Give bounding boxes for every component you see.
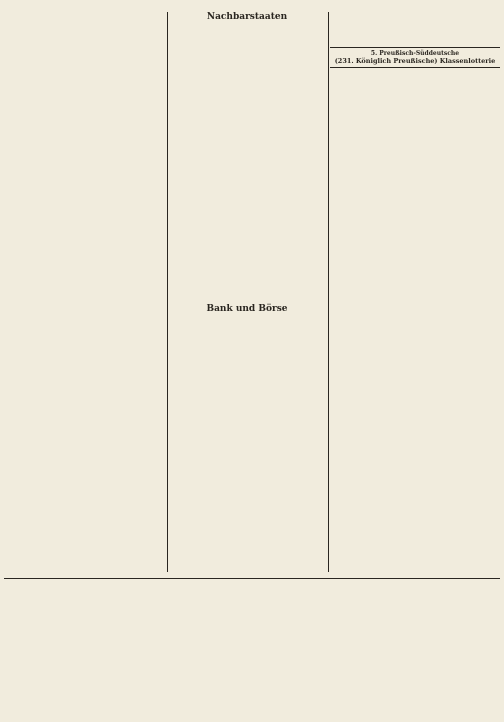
lottery-numbers-block <box>330 79 500 139</box>
lottery-numbers-block <box>330 150 500 210</box>
article-paragraph <box>168 24 326 56</box>
article-paragraph <box>4 152 168 184</box>
article-paragraph <box>4 397 168 429</box>
column-rule-right <box>328 12 329 572</box>
section-heading-bank-und-boerse: Bank und Börse <box>206 304 288 314</box>
lottery-masthead <box>330 47 500 68</box>
lottery-draw-caption <box>330 71 500 77</box>
article-paragraph <box>4 222 168 254</box>
article-paragraph <box>4 327 168 359</box>
article-paragraph <box>4 82 168 114</box>
article-paragraph <box>168 164 326 196</box>
lottery-draw-caption <box>330 142 500 148</box>
article-paragraph <box>168 129 326 161</box>
section-heading-nachbarstaaten: Nachbarstaaten <box>206 12 288 22</box>
lottery-title-line-2: (231. Königlich Preußische) Klassenlotterie <box>334 57 496 65</box>
middle-column <box>168 12 326 552</box>
article-paragraph <box>4 362 168 394</box>
article-paragraph <box>168 269 326 301</box>
article-paragraph <box>4 292 168 324</box>
article-paragraph <box>168 351 326 383</box>
table-source-line <box>4 606 500 612</box>
table-top-rule <box>4 578 500 579</box>
article-paragraph <box>168 234 326 266</box>
article-paragraph <box>4 257 168 289</box>
left-column <box>4 12 168 552</box>
article-paragraph <box>168 94 326 126</box>
article-paragraph <box>168 316 326 348</box>
statistics-table-section <box>4 584 500 714</box>
article-paragraph <box>168 386 326 418</box>
article-paragraph <box>4 432 168 464</box>
article-paragraph <box>4 47 168 79</box>
article-paragraph <box>168 199 326 231</box>
article-paragraph <box>168 456 326 488</box>
article-paragraph <box>4 117 168 149</box>
lottery-title-line-1: 5. Preußisch-Süddeutsche <box>370 50 460 57</box>
article-paragraph <box>168 59 326 91</box>
table-title <box>4 584 500 593</box>
article-paragraph <box>330 213 500 245</box>
table-footnote <box>4 598 500 604</box>
article-paragraph <box>4 12 168 44</box>
article-paragraph <box>4 187 168 219</box>
article-paragraph <box>330 12 500 44</box>
right-column <box>330 12 500 552</box>
article-paragraph <box>168 421 326 453</box>
